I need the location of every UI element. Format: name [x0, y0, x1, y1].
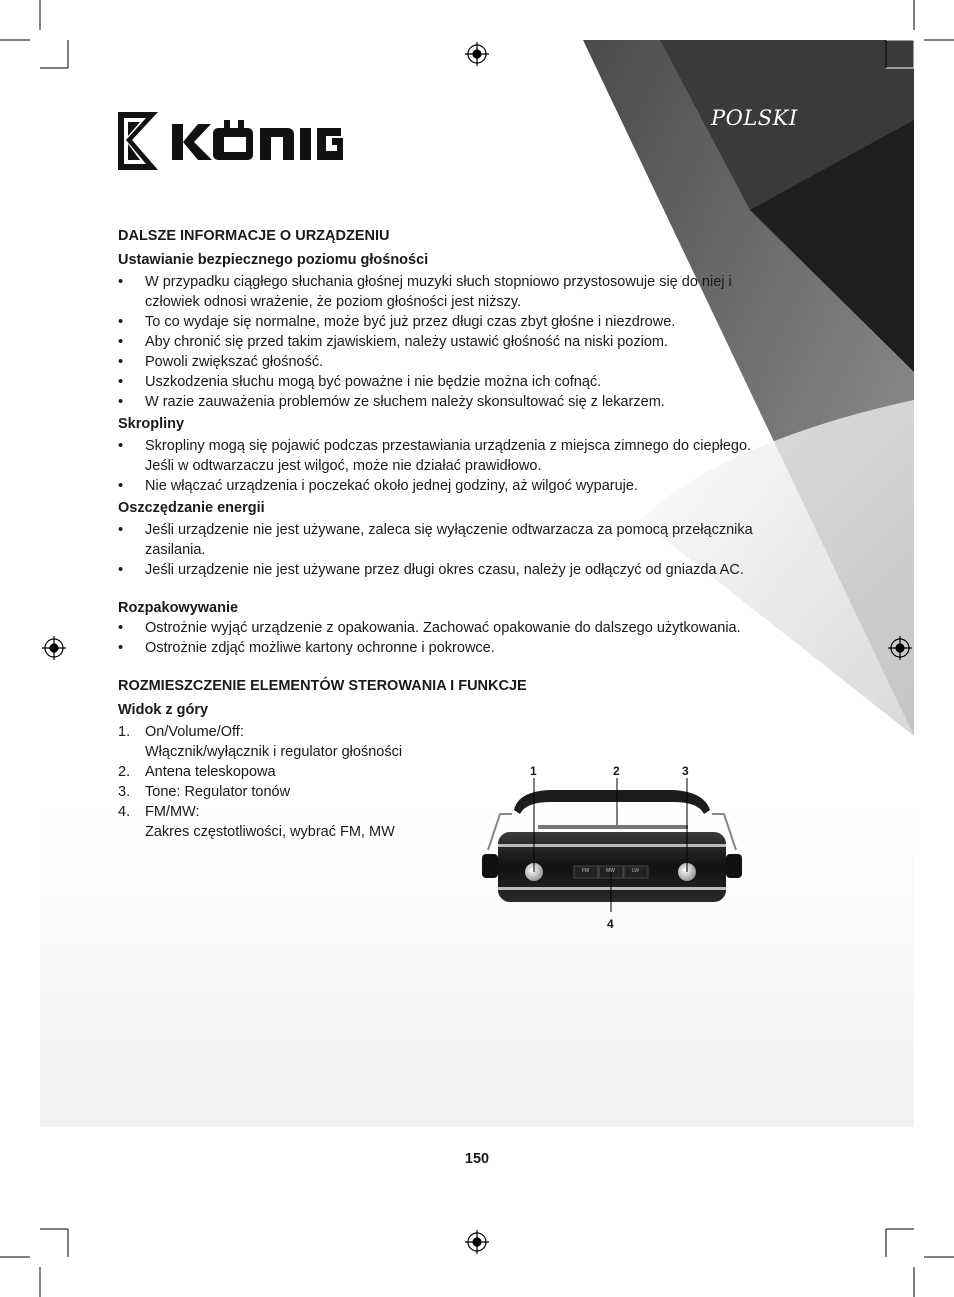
subsection-title-energy: Oszczędzanie energii — [118, 500, 265, 516]
main-content — [118, 226, 758, 842]
list-item: • Powoli zwiększać głośność. — [118, 352, 758, 372]
control-item: 2. Antena teleskopowa — [118, 764, 276, 780]
antenna — [538, 825, 688, 829]
list-item: • W przypadku ciągłego słuchania głośnej muzyki słuch stopniowo przystosowuje się do niej i człowiek odnosi wrażenie, że poziom głośności jest niższy. — [118, 272, 758, 312]
control-item: 1. On/Volume/Off: Włącznik/wyłącznik i regulator głośności — [118, 724, 403, 760]
list-item: • Nie włączać urządzenia i poczekać około jednej godziny, aż wilgoć wyparuje. — [118, 476, 758, 496]
list-item: • Ostrożnie zdjąć możliwe kartony ochronne i pokrowce. — [118, 638, 758, 658]
chrome-strip-bottom — [498, 887, 726, 890]
list-item: • Ostrożnie wyjąć urządzenie z opakowania. Zachować opakowanie do dalszego użytkowania. — [118, 618, 758, 638]
subsection-title-top-view: Widok z góry — [118, 702, 209, 718]
side-mount-left — [482, 854, 498, 878]
unpacking-list — [118, 618, 758, 658]
fm-label: FM — [582, 868, 590, 874]
list-item: • W razie zauważenia problemów ze słuchem należy skonsultować się z lekarzem. — [118, 392, 758, 412]
chrome-strip-top — [498, 844, 726, 847]
konig-logo — [118, 112, 343, 172]
subsection-title-condensation: Skropliny — [118, 416, 185, 432]
callout-1: 1 — [530, 764, 537, 778]
section-title-info: DALSZE INFORMACJE O URZĄDZENIU — [118, 228, 390, 244]
lw-label: LW — [632, 868, 640, 874]
registration-mark-bottom — [465, 1230, 489, 1254]
callout-2: 2 — [613, 764, 620, 778]
subsection-title-unpacking: Rozpakowywanie — [118, 600, 239, 616]
list-item: • Jeśli urządzenie nie jest używane przez długi okres czasu, należy je odłączyć od gniazda AC. — [118, 560, 758, 580]
section-title-controls: ROZMIESZCZENIE ELEMENTÓW STEROWANIA I FUNKCJE — [118, 678, 527, 694]
volume-list — [118, 272, 758, 412]
control-item: 4. FM/MW: Zakres częstotliwości, wybrać FM, MW — [118, 804, 395, 840]
callout-3: 3 — [682, 764, 689, 778]
konig-wordmark — [172, 120, 343, 160]
callout-4: 4 — [607, 917, 614, 931]
list-item: • Skropliny mogą się pojawić podczas przestawiania urządzenia z miejsca zimnego do ciepłego. Jeśli w odtwarzaczu jest wilgoć, może nie działać prawidłowo. — [118, 436, 758, 476]
control-item: 3. Tone: Regulator tonów — [118, 784, 291, 800]
condensation-list — [118, 436, 758, 496]
radio-top-view-figure — [478, 762, 746, 934]
registration-mark-top — [465, 42, 489, 66]
radio-illustration — [478, 762, 746, 934]
list-item: • Aby chronić się przed takim zjawiskiem, należy ustawić głośność na niski poziom. — [118, 332, 758, 352]
list-item: • Uszkodzenia słuchu mogą być poważne i nie będzie można ich cofnąć. — [118, 372, 758, 392]
list-item: • To co wydaje się normalne, może być już przez długi czas zbyt głośne i niezdrowe. — [118, 312, 758, 332]
handle — [514, 790, 710, 814]
energy-list — [118, 520, 758, 580]
side-mount-right — [726, 854, 742, 878]
list-item: • Jeśli urządzenie nie jest używane, zaleca się wyłączenie odtwarzacza za pomocą przełącznika zasilania. — [118, 520, 758, 560]
mw-label: MW — [606, 868, 615, 874]
subsection-title-volume: Ustawianie bezpiecznego poziomu głośności — [118, 252, 429, 268]
registration-mark-left — [42, 636, 66, 660]
language-label: POLSKI — [711, 106, 798, 130]
page-number: 150 — [464, 1151, 490, 1167]
